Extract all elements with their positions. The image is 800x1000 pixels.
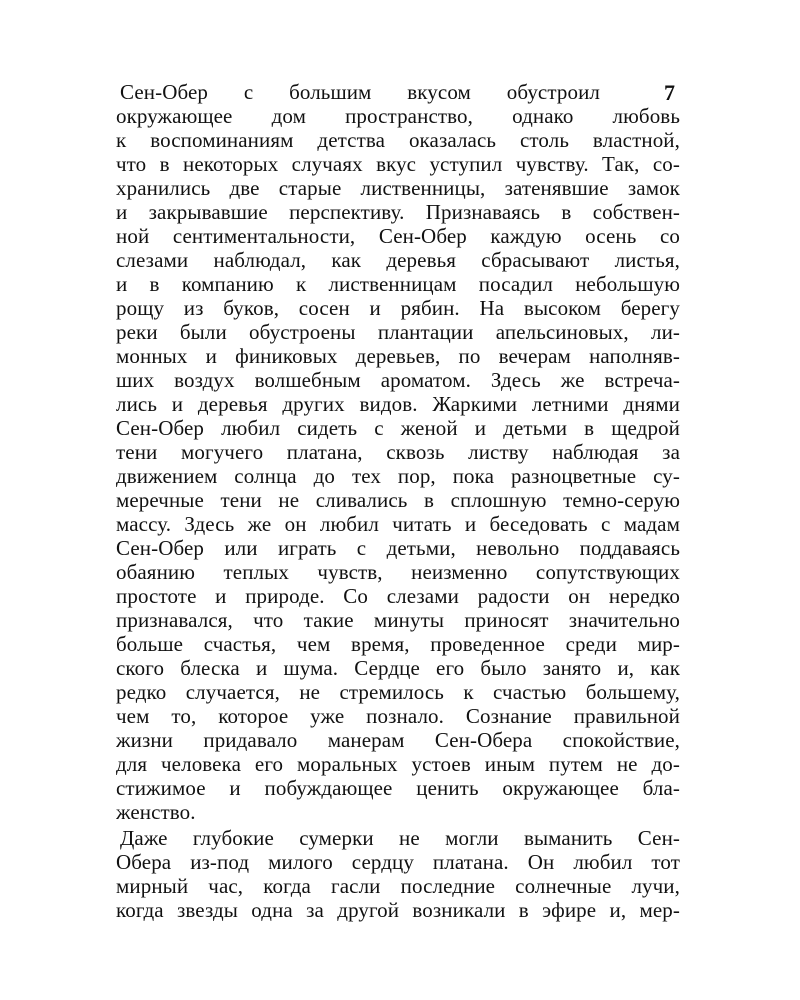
text-line: редко случается, не стремилось к счастью большему, <box>116 680 680 704</box>
text-line: признавался, что такие минуты приносят значительно <box>116 608 680 632</box>
text-line: для человека его моральных устоев иным путем не до- <box>116 752 680 776</box>
text-line: когда звезды одна за другой возникали в эфире и, мер- <box>116 898 680 922</box>
text-line: чем то, которое уже познало. Сознание правильной <box>116 704 680 728</box>
text-line: реки были обустроены плантации апельсиновых, ли- <box>116 320 680 344</box>
paragraph <box>116 826 680 922</box>
text-line: меречные тени не сливались в сплошную темно-серую <box>116 488 680 512</box>
body-text <box>116 80 680 922</box>
text-line: жизни придавало манерам Сен-Обера спокойствие, <box>116 728 680 752</box>
text-line: и закрывавшие перспективу. Признаваясь в собствен- <box>116 200 680 224</box>
text-line: лись и деревья других видов. Жаркими летними днями <box>116 392 680 416</box>
paragraph <box>116 80 680 824</box>
text-line: женство. <box>116 800 196 824</box>
text-line: к воспоминаниям детства оказалась столь властной, <box>116 128 680 152</box>
text-line: ших воздух волшебным ароматом. Здесь же встреча- <box>116 368 680 392</box>
text-line: рощу из буков, сосен и рябин. На высоком берегу <box>116 296 680 320</box>
text-line: движением солнца до тех пор, пока разноцветные су- <box>116 464 680 488</box>
text-line: массу. Здесь же он любил читать и беседовать с мадам <box>116 512 680 536</box>
text-line: Сен-Обер любил сидеть с женой и детьми в щедрой <box>116 416 680 440</box>
text-line: монных и финиковых деревьев, по вечерам наполняв- <box>116 344 680 368</box>
text-line: хранились две старые лиственницы, затенявшие замок <box>116 176 680 200</box>
text-line: обаянию теплых чувств, неизменно сопутствующих <box>116 560 680 584</box>
text-line: больше счастья, чем время, проведенное среди мир- <box>116 632 680 656</box>
text-line: Обера из-под милого сердцу платана. Он любил тот <box>116 850 680 874</box>
text-line: Даже глубокие сумерки не могли выманить Сен- <box>120 826 680 850</box>
text-line: слезами наблюдал, как деревья сбрасывают листья, <box>116 248 680 272</box>
text-line: окружающее дом пространство, однако любовь <box>116 104 680 128</box>
text-line: что в некоторых случаях вкус уступил чувству. Так, со- <box>116 152 680 176</box>
text-line: тени могучего платана, сквозь листву наблюдая за <box>116 440 680 464</box>
text-line: и в компанию к лиственницам посадил небольшую <box>116 272 680 296</box>
text-line: ной сентиментальности, Сен-Обер каждую осень со <box>116 224 680 248</box>
text-line: Сен-Обер с большим вкусом обустроил <box>120 80 600 104</box>
text-line: простоте и природе. Со слезами радости он нередко <box>116 584 680 608</box>
text-line: стижимое и побуждающее ценить окружающее бла- <box>116 776 680 800</box>
text-line: Сен-Обер или играть с детьми, невольно поддаваясь <box>116 536 680 560</box>
page-number: 7 <box>664 80 675 105</box>
text-line: мирный час, когда гасли последние солнечные лучи, <box>116 874 680 898</box>
text-line: ского блеска и шума. Сердце его было занято и, как <box>116 656 680 680</box>
